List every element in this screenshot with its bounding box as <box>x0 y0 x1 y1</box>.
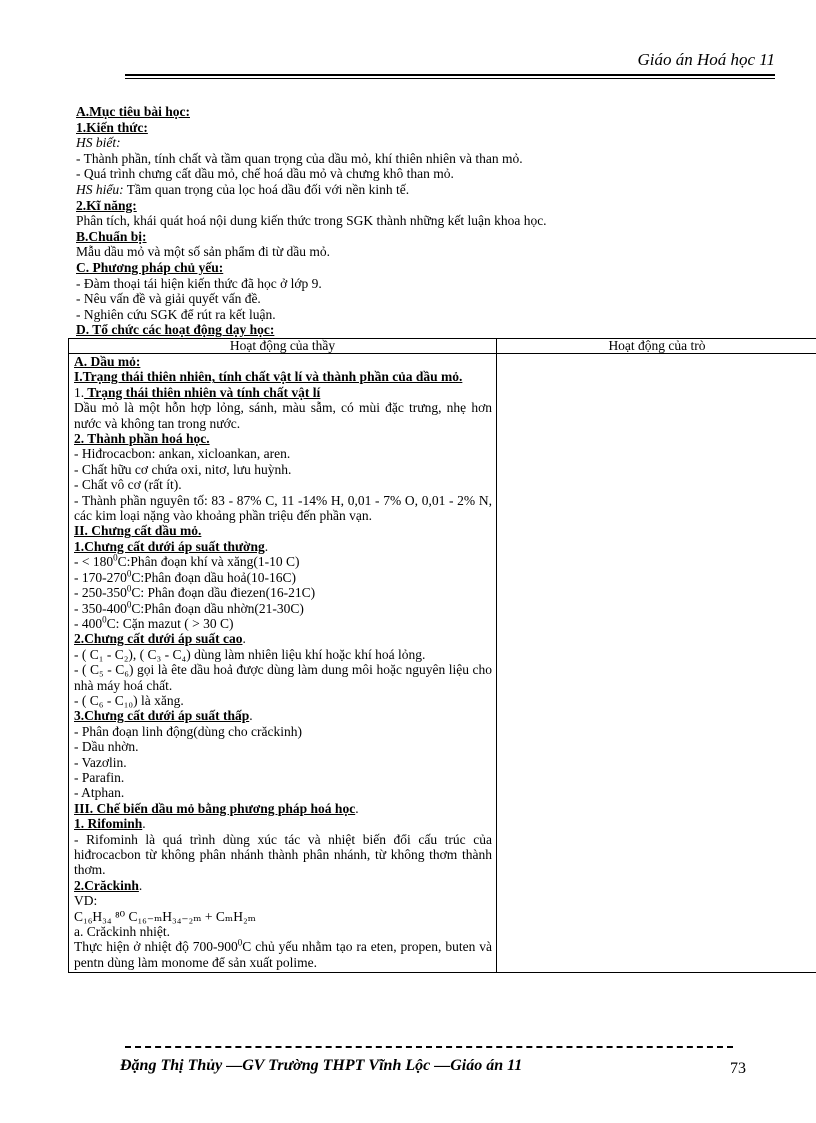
high-pressure-item-3: - ( C₆ - C₁₀) là xăng. <box>74 692 184 708</box>
fraction-item-2 <box>74 570 492 585</box>
col-student-header: Hoạt động của trò <box>497 339 816 354</box>
heading-section-2-3 <box>74 708 492 723</box>
fraction-desc: C:Phân đoạn dầu hoả(10-16C) <box>131 569 296 585</box>
high-pressure-item-2: - ( C₅ - C₆) gọi là ête dầu hoả được dùng làm dung môi hoặc nguyên liệu cho nhà máy hoá chất. <box>74 662 492 693</box>
period: . <box>242 631 246 647</box>
section-c-title: C. Phương pháp chủ yếu: <box>76 259 224 275</box>
hs-hieu-text: Tầm quan trọng của lọc hoá dầu đối với nền kinh tế. <box>123 181 410 197</box>
heading-2-3-text: 3.Chưng cất dưới áp suất thấp <box>74 708 250 724</box>
period: . <box>138 877 143 893</box>
footer-rule <box>125 1046 733 1048</box>
period: . <box>142 816 146 832</box>
section-b-title: B.Chuẩn bị: <box>76 228 147 244</box>
low-pressure-item-3: - Vazơlin. <box>74 754 127 770</box>
example-label: VD: <box>74 893 98 909</box>
method-item-1: - Đàm thoại tái hiện kiến thức đã học ở lớp 9. <box>76 275 322 291</box>
num-1: 1. <box>74 384 85 400</box>
paragraph-1-1: Dầu mỏ là một hỗn hợp lỏng, sánh, màu sẫm, có mùi đặc trưng, nhẹ hơn nước và không tan trong nước. <box>74 400 492 431</box>
heading-section-1: I.Trạng thái thiên nhiên, tính chất vật lí và thành phần của dầu mỏ. <box>74 369 463 385</box>
heading-3-text: III. Chế biến dầu mỏ bằng phương pháp hoá học <box>74 800 356 816</box>
heading-1-1-text: Trạng thái thiên nhiên và tính chất vật lí <box>84 384 321 400</box>
method-item-2: - Nêu vấn đề và giải quyết vấn đề. <box>76 291 261 307</box>
fraction-temp: - 250-350 <box>74 585 127 601</box>
degree-mark: 0 <box>102 614 107 625</box>
low-pressure-item-5: - Atphan. <box>74 785 125 801</box>
heading-section-2-2 <box>74 631 492 646</box>
fraction-desc: C:Phân đoạn dầu nhờn(21-30C) <box>131 600 304 616</box>
high-pressure-item-1: - ( C₁ - C₂), ( C₃ - C₄) dùng làm nhiên liệu khí hoặc khí hoá lỏng. <box>74 646 426 662</box>
fraction-item-3 <box>74 585 492 600</box>
heading-3-2-text: 2.Crăckinh <box>74 877 139 893</box>
heading-section-1-1 <box>74 385 492 400</box>
header-rule <box>125 74 775 76</box>
heading-section-3 <box>74 801 492 816</box>
skills-title: 2.Kĩ năng: <box>76 197 137 213</box>
cracking-text: Thực hiện ở nhiệt độ 700-900 <box>74 939 238 955</box>
student-activity-cell <box>497 354 816 973</box>
header-title: Giáo án Hoá học 11 <box>637 50 775 69</box>
thermal-cracking-paragraph <box>74 939 492 970</box>
section-d-title: D. Tổ chức các hoạt động dạy học: <box>76 322 275 338</box>
cracking-text-rest: C chủ yếu nhằm tạo ra eten, propen, buten và pentn dùng làm monome để sản xuất polime. <box>74 939 492 970</box>
reforming-paragraph: - Rifominh là quá trình dùng xúc tác và nhiệt biến đổi cấu trúc của hiđrocacbon từ không phân nhánh thành phân nhánh, từ không thơm thành thơm. <box>74 831 492 878</box>
heading-section-2: II. Chưng cất dầu mỏ. <box>74 523 202 539</box>
degree-mark: 0 <box>126 599 132 609</box>
skills-item: Phân tích, khái quát hoá nội dung kiến thức trong SGK thành những kết luận khoa học. <box>76 213 547 229</box>
low-pressure-item-2: - Dầu nhờn. <box>74 739 139 755</box>
page-number: 73 <box>730 1060 746 1077</box>
heading-section-1-2: 2. Thành phần hoá học. <box>74 431 210 447</box>
fraction-desc: C: Phân đoạn dầu điezen(16-21C) <box>131 585 316 601</box>
section-a-title: A.Mục tiêu bài học: <box>76 104 190 119</box>
heading-2-2-text: 2.Chưng cất dưới áp suất cao <box>74 631 243 647</box>
fraction-item-4 <box>74 601 492 616</box>
activity-table <box>68 338 816 973</box>
knowledge-title: 1.Kiến thức: <box>76 119 148 135</box>
method-item-3: - Nghiên cứu SGK để rút ra kết luận. <box>76 306 276 322</box>
period: . <box>249 708 253 724</box>
fraction-temp: - 350-400 <box>74 600 127 616</box>
composition-item-2: - Chất hữu cơ chứa oxi, nitơ, lưu huỳnh. <box>74 461 292 477</box>
hs-biet-label: HS biết: <box>76 135 121 151</box>
knowledge-item-1: - Thành phần, tính chất và tầm quan trọng của dầu mỏ, khí thiên nhiên và than mỏ. <box>76 150 523 166</box>
footer-author: Đặng Thị Thủy —GV Trường THPT Vĩnh Lộc —Giáo án 11 <box>120 1057 523 1074</box>
table-content-row <box>69 354 816 973</box>
heading-a-dau-mo: A. Dầu mỏ: <box>74 354 141 369</box>
thermal-cracking-label: a. Crăckinh nhiệt. <box>74 924 170 940</box>
heading-section-2-1 <box>74 539 492 554</box>
low-pressure-item-4: - Parafin. <box>74 769 125 785</box>
heading-2-1-text: 1.Chưng cất dưới áp suất thường <box>74 538 265 554</box>
composition-item-3: - Chất vô cơ (rất ít). <box>74 477 182 493</box>
fraction-desc: C:Phân đoạn khí và xăng(1-10 C) <box>117 554 300 570</box>
cracking-equation: C₁₆H₃₄ ⁸⁰ C₁₆₋ₘH₃₄₋₂ₘ + CₘH₂ₘ <box>74 908 256 924</box>
teacher-activity-cell <box>69 354 497 973</box>
heading-3-1-text: 1. Rifominh <box>74 816 143 832</box>
header-rule-thin <box>125 78 775 79</box>
fraction-temp: - 400 <box>74 615 103 631</box>
period: . <box>264 538 269 554</box>
knowledge-item-2: - Quá trình chưng cất dầu mỏ, chế hoá dầu mỏ và chưng khô than mỏ. <box>76 166 454 182</box>
prep-item: Mẫu dầu mỏ và một số sản phẩm đi từ dầu mỏ. <box>76 244 331 260</box>
col-teacher-header: Hoạt động của thầy <box>69 339 497 354</box>
fraction-temp: - < 180 <box>74 554 114 570</box>
degree-mark: 0 <box>126 583 132 594</box>
table-header-row <box>69 339 816 354</box>
degree-mark: 0 <box>113 552 118 563</box>
heading-section-3-1 <box>74 816 492 831</box>
heading-section-3-2 <box>74 878 492 893</box>
fraction-desc: C: Cặn mazut ( > 30 C) <box>106 615 234 631</box>
fraction-item-1 <box>74 554 492 569</box>
period: . <box>355 800 359 816</box>
degree-mark: 0 <box>126 568 132 579</box>
degree-mark: 0 <box>237 937 243 948</box>
low-pressure-item-1: - Phân đoạn linh động(dùng cho crăckinh) <box>74 723 302 739</box>
hs-hieu-label: HS hiểu: <box>76 181 124 197</box>
fraction-temp: - 170-270 <box>74 569 127 585</box>
composition-item-1: - Hiđrocacbon: ankan, xicloankan, aren. <box>74 446 291 462</box>
hs-hieu-line <box>76 182 696 198</box>
lesson-objectives <box>76 104 696 338</box>
composition-item-4: - Thành phần nguyên tố: 83 - 87% C, 11 -14% H, 0,01 - 7% O, 0,01 - 2% N, các kim loại nặng vào khoảng phần triệu đến phần vạn. <box>74 492 492 524</box>
fraction-item-5 <box>74 616 492 631</box>
